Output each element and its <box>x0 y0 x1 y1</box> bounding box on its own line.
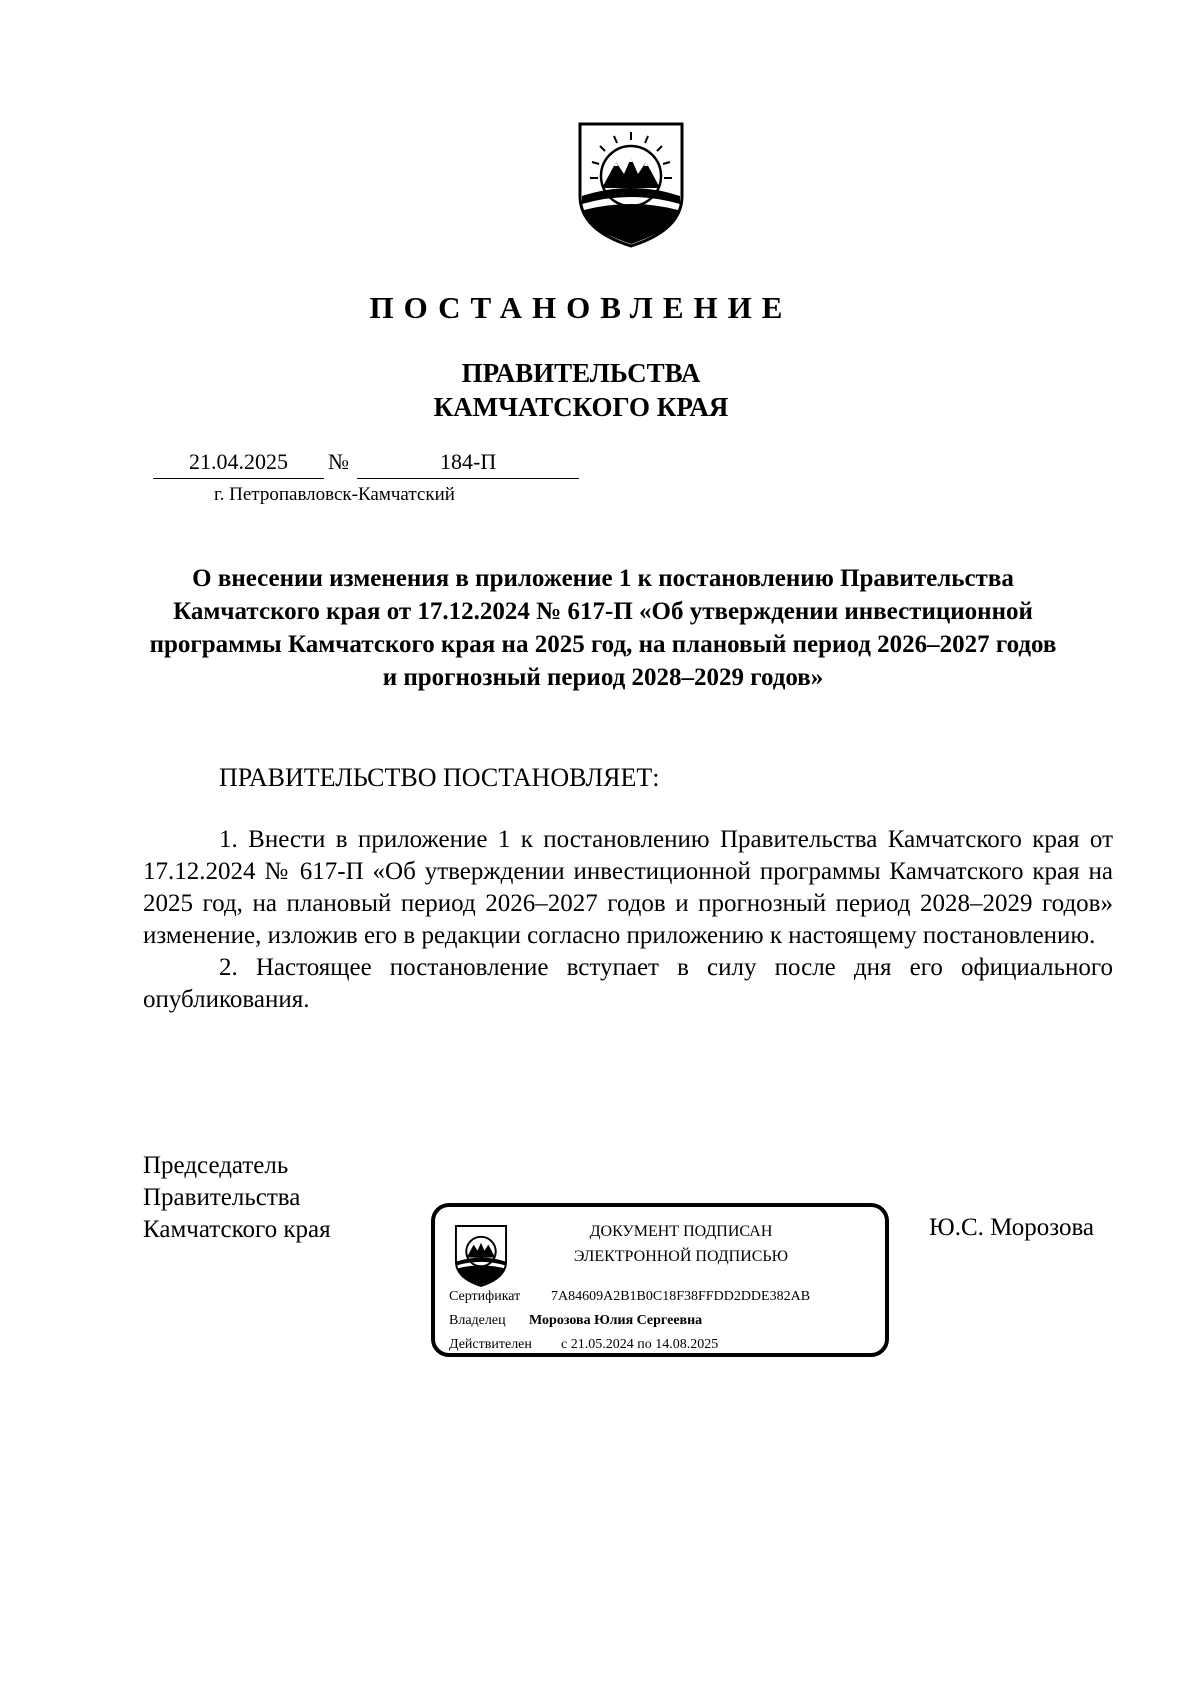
body-paragraph-2: 2. Настоящее постановление вступает в силу после дня его официального опубликования. <box>143 954 1113 1013</box>
registration-line <box>153 449 579 479</box>
document-body <box>143 824 1113 1016</box>
certificate-label: Сертификат <box>449 1289 521 1304</box>
body-paragraph-1: 1. Внести в приложение 1 к постановлению Правительства Камчатского края от 17.12.2024 № 617-П «Об утверждении инвестиционной программы Камчатского края на 2025 год, на плановый период 2026–2027 годов и прогнозный период 2028–2029 годов» изменение, изложив его в редакции согласно приложению к настоящему постановлению. <box>143 826 1113 949</box>
owner-value: Морозова Юлия Сергеевна <box>529 1313 703 1328</box>
electronic-signature-stamp <box>431 1203 889 1357</box>
stamp-validity-row <box>449 1337 718 1353</box>
issue-city: г. Петропавловск-Камчатский <box>214 484 455 505</box>
document-subject: О внесении изменения в приложение 1 к постановлению Правительства Камчатского края от 17.12.2024 № 617-П «Об утверждении инвестиционной программы Камчатского края на 2025 год, на плановый период 2026–2027 годов и прогнозный период 2028–2029 годов» <box>149 565 1057 691</box>
signer-name: Ю.С. Морозова <box>929 1214 1095 1241</box>
signer-title-line-3: Камчатского края <box>143 1216 331 1243</box>
coat-of-arms-icon <box>574 118 688 248</box>
stamp-heading-line-2: ЭЛЕКТРОННОЙ ПОДПИСЬЮ <box>573 1248 789 1265</box>
stamp-heading <box>531 1219 831 1269</box>
authority-line-1: ПРАВИТЕЛЬСТВА <box>461 358 701 388</box>
document-date: 21.04.2025 <box>189 449 288 474</box>
validity-label: Действителен <box>449 1337 532 1352</box>
signer-position <box>143 1150 331 1246</box>
authority-line-2: КАМЧАТСКОГО КРАЯ <box>433 392 729 422</box>
stamp-heading-line-1: ДОКУМЕНТ ПОДПИСАН <box>589 1223 773 1240</box>
decree-heading: ПРАВИТЕЛЬСТВО ПОСТАНОВЛЯЕТ: <box>219 763 660 792</box>
number-sign: № <box>328 449 349 474</box>
stamp-certificate-row <box>449 1289 810 1305</box>
certificate-value: 7A84609A2B1B0C18F38FFDD2DDE382AB <box>551 1289 811 1304</box>
issuing-authority <box>0 356 1162 424</box>
stamp-coat-of-arms-icon <box>453 1223 509 1287</box>
date-underline <box>153 478 324 479</box>
stamp-owner-row <box>449 1313 702 1329</box>
document-number: 184-П <box>440 449 497 474</box>
validity-value: с 21.05.2024 по 14.08.2025 <box>561 1337 719 1352</box>
signer-title-line-2: Правительства <box>143 1184 301 1211</box>
document-type-title: ПОСТАНОВЛЕНИЕ <box>369 290 793 325</box>
owner-label: Владелец <box>449 1313 506 1328</box>
signer-title-line-1: Председатель <box>143 1152 289 1179</box>
number-underline <box>357 478 579 479</box>
